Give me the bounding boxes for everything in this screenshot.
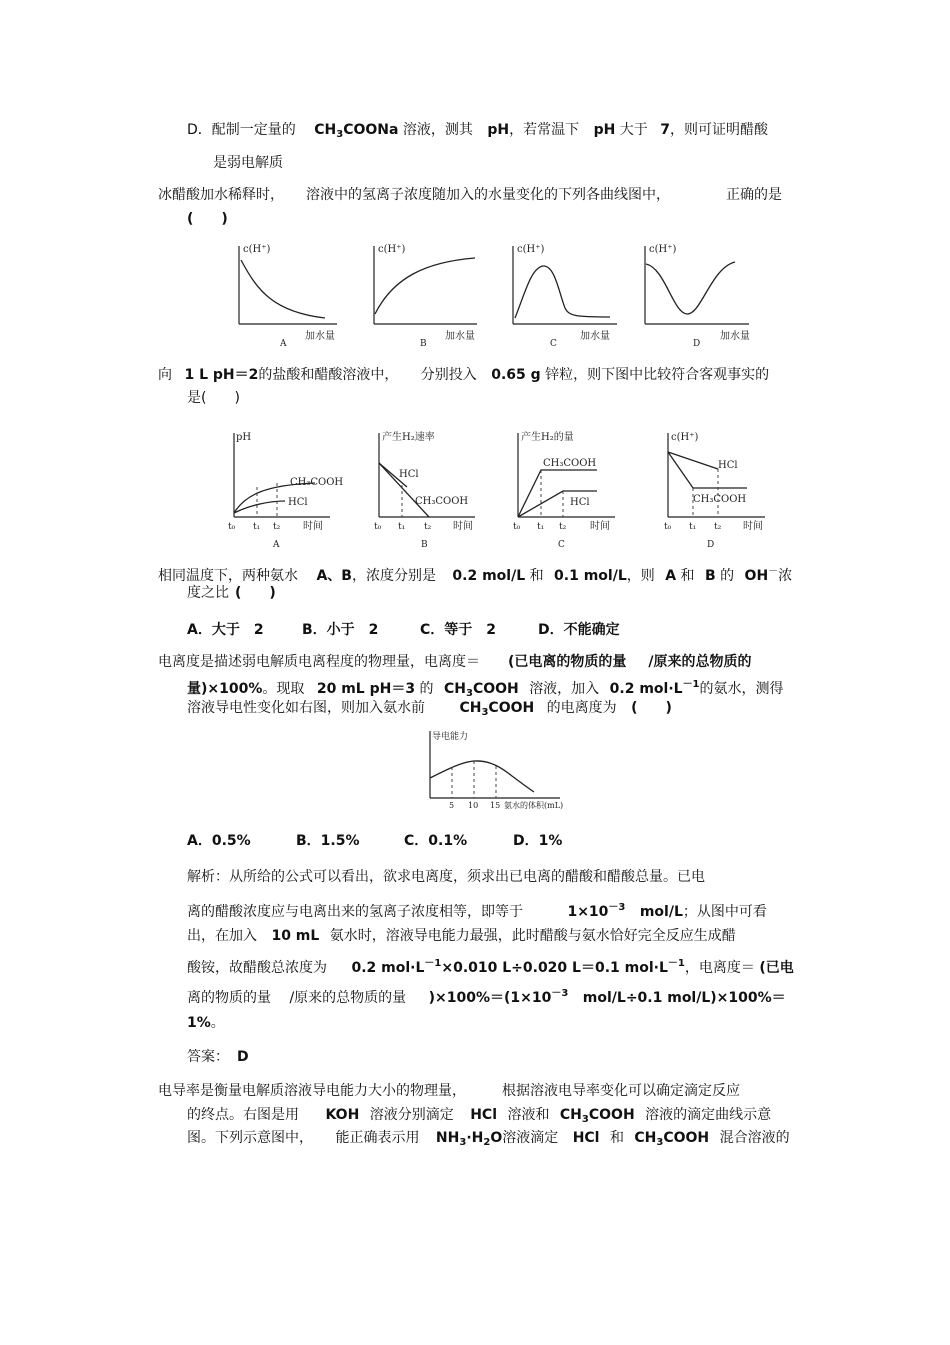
q1-xlabel-c: 加水量 bbox=[580, 331, 610, 342]
q4-chart-xlabel: 氨水的体积(mL) bbox=[504, 801, 564, 810]
analysis-line2: 离的醋酸浓度应与电离出来的氢离子浓度相等，即等于 $1\times 10^{-3}$ mol/L；从图中可看 bbox=[187, 902, 767, 920]
q1-ylabel-a: c(H⁺) bbox=[243, 244, 271, 255]
q2-c-t2: t₂ bbox=[559, 522, 567, 532]
q5-line3: 图。下列示意图中， 能正确表示用 $NH_3\cdot H_2O$溶液滴定 HCl 和 $CH_3COOH$ 混合溶液的 bbox=[187, 1130, 790, 1148]
q2-c-xlabel: 时间 bbox=[590, 521, 610, 532]
q2-curve-d-hcl bbox=[668, 452, 718, 469]
q2-graph-c bbox=[513, 430, 615, 550]
q2-a-t2: t₂ bbox=[273, 522, 281, 532]
q4-line3: 溶液导电性变化如右图，则加入氨水前 $CH_3COOH$ 的电离度为 ( ) bbox=[187, 700, 672, 718]
q2-b-t0: t₀ bbox=[374, 522, 382, 532]
q1-graph-d bbox=[645, 244, 750, 349]
q2-ylabel-d: c(H⁺) bbox=[671, 432, 699, 443]
q5-line1: 电导率是衡量电解质溶液导电能力大小的物理量， 根据溶液电导率变化可以确定滴定反应 bbox=[158, 1083, 740, 1099]
q2-b-xlabel: 时间 bbox=[453, 521, 473, 532]
q1-curve-b bbox=[375, 258, 475, 314]
q2-d-label-hcl: HCl bbox=[718, 460, 738, 471]
q2-c-t0: t₀ bbox=[513, 522, 521, 532]
q1-graph-a bbox=[239, 244, 337, 349]
q2-stem: 向 1 L pH＝2的盐酸和醋酸溶液中， 分别投入 0.65 g 锌粒，则下图中比较符合客观事实的 bbox=[158, 367, 770, 383]
q1-curve-a bbox=[241, 260, 325, 318]
q4-chart-tick-15: 15 bbox=[490, 801, 501, 810]
q3-option-a: A．大于 2 bbox=[187, 622, 264, 638]
q3-stem-line2: 度之比 ( ) bbox=[187, 585, 276, 601]
q4-option-c: C．0.1% bbox=[404, 833, 468, 849]
q2-ylabel-b: 产生H₂速率 bbox=[382, 432, 435, 443]
q1-label-b: B bbox=[420, 339, 427, 349]
q1-xlabel-d: 加水量 bbox=[720, 331, 750, 342]
q3-option-c: C．等于 2 bbox=[420, 622, 497, 638]
q1-label-c: C bbox=[550, 339, 557, 349]
q2-label-a: A bbox=[273, 540, 280, 550]
q1-ylabel-b: c(H⁺) bbox=[378, 244, 406, 255]
q1-label-d: D bbox=[693, 339, 701, 349]
q3-option-d: D．不能确定 bbox=[538, 622, 620, 638]
q2-d-t0: t₀ bbox=[664, 522, 672, 532]
q1-label-a: A bbox=[280, 339, 287, 349]
q2-a-t1: t₁ bbox=[253, 522, 261, 532]
q2-d-label-ch3cooh: CH₃COOH bbox=[693, 494, 747, 505]
q2-c-label-hcl: HCl bbox=[570, 497, 590, 508]
q1-graph-b bbox=[374, 244, 477, 349]
q2-ylabel-a: pH bbox=[236, 432, 252, 443]
analysis-line3: 出，在加入 10 mL 氨水时，溶液导电能力最强，此时醋酸与氨水恰好完全反应生成醋 bbox=[187, 928, 736, 944]
q1-curve-c bbox=[515, 266, 610, 318]
q2-label-d: D bbox=[707, 540, 715, 550]
q1-figure bbox=[225, 238, 770, 353]
q2-figure bbox=[225, 425, 780, 553]
q2-d-t1: t₁ bbox=[689, 522, 697, 532]
q4-option-b: B．1.5% bbox=[296, 833, 360, 849]
q2-graph-d bbox=[664, 432, 765, 550]
q1-ylabel-d: c(H⁺) bbox=[649, 244, 677, 255]
q2-b-t2: t₂ bbox=[424, 522, 432, 532]
option-d-line: D．配制一定量的 $CH_3COONa$ 溶液，测其 pH，若常温下 pH 大于 7，则可证明醋酸 bbox=[187, 122, 768, 140]
q2-b-label-ch3cooh: CH₃COOH bbox=[415, 496, 469, 507]
q2-a-label-hcl: HCl bbox=[288, 497, 308, 508]
q1-ylabel-c: c(H⁺) bbox=[517, 244, 545, 255]
q1-answer-paren: ( ) bbox=[187, 211, 228, 227]
q4-option-a: A．0.5% bbox=[187, 833, 251, 849]
q2-label-b: B bbox=[421, 540, 428, 550]
q3-option-b: B．小于 2 bbox=[302, 622, 379, 638]
q3-stem: 相同温度下，两种氨水 A、B，浓度分别是 0.2 mol/L 和 0.1 mol/L，则 A 和 B 的 OH－浓 bbox=[158, 566, 793, 584]
option-d-line2: 是弱电解质 bbox=[213, 155, 283, 171]
q1-graph-c bbox=[513, 244, 617, 349]
analysis-line5: 离的物质的量 /原来的总物质的量 )$\times 100\%=(1\times 10^{-3}$ mol/L÷0.1 mol/L)×100%＝ bbox=[187, 988, 786, 1006]
q4-line2: 量)×100%。现取 20 mL pH＝3 的 $CH_3COOH$ 溶液，加入 0.2 $mol\cdot L^{-1}$的氨水，测得 bbox=[187, 679, 784, 699]
q4-chart-ylabel: 导电能力 bbox=[432, 732, 469, 742]
q2-ylabel-c: 产生H₂的量 bbox=[521, 432, 574, 443]
q1-xlabel-b: 加水量 bbox=[445, 331, 475, 342]
q2-c-label-ch3cooh: CH₃COOH bbox=[543, 458, 597, 469]
q5-line2: 的终点。右图是用 KOH 溶液分别滴定 HCl 溶液和 $CH_3COOH$ 溶液的滴定曲线示意 bbox=[187, 1107, 772, 1125]
q4-line1: 电离度是描述弱电解质电离程度的物理量，电离度＝ (已电离的物质的量 /原来的总物质的 bbox=[158, 654, 752, 670]
q2-b-label-hcl: HCl bbox=[399, 469, 419, 480]
q2-b-t1: t₁ bbox=[398, 522, 406, 532]
q2-graph-a bbox=[228, 432, 343, 550]
q4-conductivity-chart bbox=[420, 728, 580, 812]
q1-curve-d bbox=[646, 262, 735, 314]
analysis-line4: 酸铵，故醋酸总浓度为 0.2 $mol\cdot L^{-1}\times 0.010$ L÷0.020 L＝0.1 $mol\cdot L^{-1}$，电离度＝ (已电 bbox=[187, 958, 794, 976]
analysis-line6: 1%。 bbox=[187, 1015, 225, 1031]
q2-a-xlabel: 时间 bbox=[303, 521, 323, 532]
q2-a-label-ch3cooh: CH₃COOH bbox=[290, 477, 344, 488]
q2-label-c: C bbox=[558, 540, 565, 550]
q2-c-t1: t₁ bbox=[537, 522, 545, 532]
answer-line: 答案： D bbox=[187, 1049, 249, 1065]
q4-chart-tick-10: 10 bbox=[468, 801, 479, 810]
q4-chart-tick-5: 5 bbox=[449, 801, 455, 810]
q4-chart-curve bbox=[430, 761, 534, 792]
q4-option-d: D．1% bbox=[513, 833, 563, 849]
q2-a-t0: t₀ bbox=[228, 522, 236, 532]
analysis-line1: 解析：从所给的公式可以看出，欲求电离度，须求出已电离的醋酸和醋酸总量。已电 bbox=[187, 869, 705, 885]
q1-xlabel-a: 加水量 bbox=[305, 331, 335, 342]
q1-stem: 冰醋酸加水稀释时， 溶液中的氢离子浓度随加入的水量变化的下列各曲线图中， 正确的是 bbox=[158, 187, 782, 203]
q2-d-xlabel: 时间 bbox=[743, 521, 763, 532]
q2-graph-b bbox=[374, 430, 475, 550]
q2-stem-line2: 是( ) bbox=[187, 390, 240, 406]
q2-d-t2: t₂ bbox=[714, 522, 722, 532]
